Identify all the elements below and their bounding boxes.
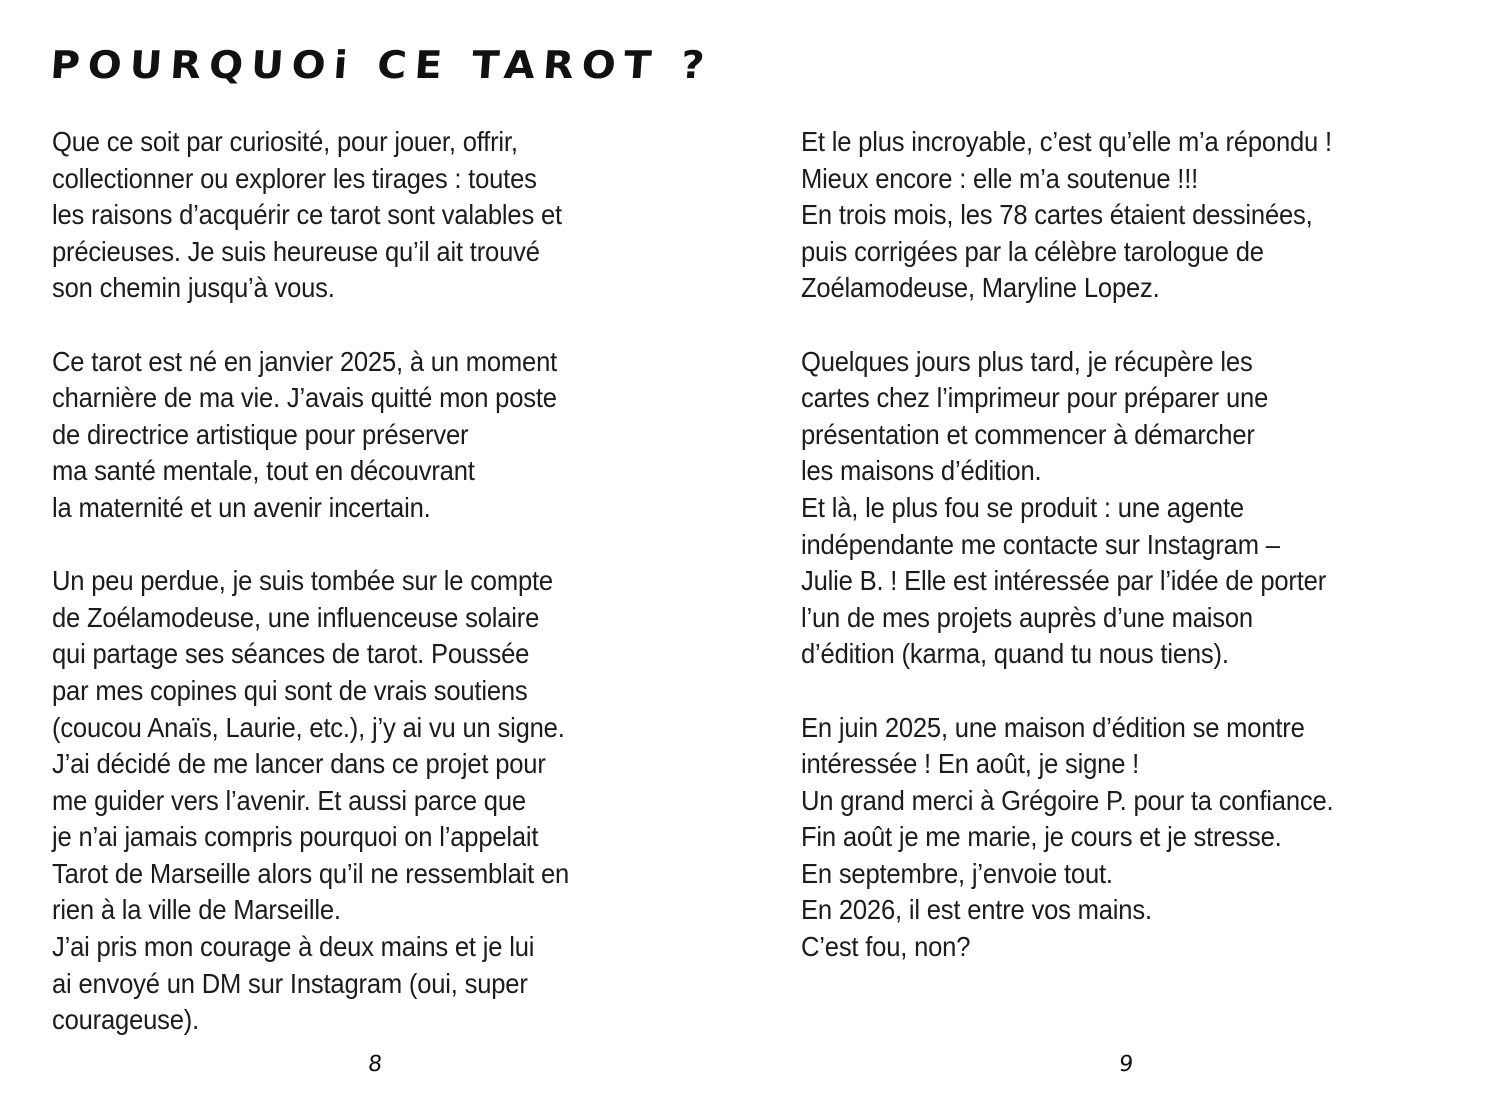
page-number-left: 8: [366, 1052, 384, 1077]
text-line: me guider vers l’avenir. Et aussi parce que: [52, 784, 526, 816]
text-line: précieuses. Je suis heureuse qu’il ait trouvé: [52, 235, 540, 267]
paragraph: [52, 344, 752, 527]
text-line: l’un de mes projets auprès d’une maison: [801, 601, 1253, 633]
text-line: En trois mois, les 78 cartes étaient dessinées,: [801, 199, 1313, 231]
text-line: ma santé mentale, tout en découvrant: [52, 455, 475, 487]
text-line: cartes chez l’imprimeur pour préparer une: [801, 382, 1269, 414]
text-line: les maisons d’édition.: [801, 455, 1042, 487]
text-line: qui partage ses séances de tarot. Poussée: [52, 638, 530, 670]
paragraph-gap: [801, 307, 1500, 344]
paragraph: [52, 563, 752, 1039]
text-line: Zoélamodeuse, Maryline Lopez.: [801, 272, 1160, 304]
text-line: charnière de ma vie. J’avais quitté mon poste: [52, 382, 557, 414]
text-line: C’est fou, non?: [801, 931, 971, 963]
text-line: par mes copines qui sont de vrais soutiens: [52, 674, 528, 706]
paragraph: [52, 124, 752, 307]
text-line: Fin août je me marie, je cours et je stresse.: [801, 821, 1282, 853]
paragraph-gap: [52, 527, 752, 564]
left-page-text: [52, 124, 752, 1039]
text-line: Tarot de Marseille alors qu’il ne ressemblait en: [52, 857, 570, 889]
text-line: courageuse).: [52, 1004, 200, 1036]
text-line: Mieux encore : elle m’a soutenue !!!: [801, 162, 1199, 194]
text-line: En juin 2025, une maison d’édition se montre: [801, 711, 1305, 743]
text-line: présentation et commencer à démarcher: [801, 418, 1255, 450]
text-line: En septembre, j’envoie tout.: [801, 857, 1113, 889]
text-line: Que ce soit par curiosité, pour jouer, offrir,: [52, 126, 518, 157]
paragraph-gap: [52, 307, 752, 344]
paragraph: [801, 124, 1500, 307]
page-number-right: 9: [1117, 1052, 1135, 1077]
text-line: Quelques jours plus tard, je récupère les: [801, 345, 1253, 377]
text-line: puis corrigées par la célèbre tarologue de: [801, 235, 1264, 267]
text-line: J’ai pris mon courage à deux mains et je lui: [52, 931, 535, 963]
text-line: En 2026, il est entre vos mains.: [801, 894, 1152, 926]
text-line: la maternité et un avenir incertain.: [52, 491, 431, 523]
text-line: Julie B. ! Elle est intéressée par l’idée de porter: [801, 565, 1327, 597]
text-line: Et le plus incroyable, c’est qu’elle m’a répondu !: [801, 126, 1332, 157]
text-line: de Zoélamodeuse, une influenceuse solaire: [52, 601, 540, 633]
text-line: (coucou Anaïs, Laurie, etc.), j’y ai vu un signe.: [52, 711, 565, 743]
text-line: Et là, le plus fou se produit : une agente: [801, 491, 1244, 523]
text-line: de directrice artistique pour préserver: [52, 418, 469, 450]
page-title: POURQUOi CE TAROT ?: [48, 44, 714, 88]
text-line: ai envoyé un DM sur Instagram (oui, super: [52, 967, 528, 999]
text-line: rien à la ville de Marseille.: [52, 894, 341, 926]
text-line: Ce tarot est né en janvier 2025, à un moment: [52, 345, 558, 377]
paragraph: [801, 344, 1500, 673]
text-line: J’ai décidé de me lancer dans ce projet pour: [52, 748, 546, 780]
right-page-text: [801, 124, 1500, 966]
paragraph-gap: [801, 673, 1500, 710]
text-line: collectionner ou explorer les tirages : toutes: [52, 162, 537, 194]
paragraph: [801, 710, 1500, 966]
text-line: Un grand merci à Grégoire P. pour ta confiance.: [801, 784, 1334, 816]
text-line: d’édition (karma, quand tu nous tiens).: [801, 638, 1229, 670]
text-line: Un peu perdue, je suis tombée sur le compte: [52, 565, 553, 597]
text-line: son chemin jusqu’à vous.: [52, 272, 335, 304]
text-line: les raisons d’acquérir ce tarot sont valables et: [52, 199, 562, 231]
text-line: indépendante me contacte sur Instagram –: [801, 528, 1280, 560]
text-line: je n’ai jamais compris pourquoi on l’appelait: [52, 821, 539, 853]
text-line: intéressée ! En août, je signe !: [801, 748, 1140, 780]
